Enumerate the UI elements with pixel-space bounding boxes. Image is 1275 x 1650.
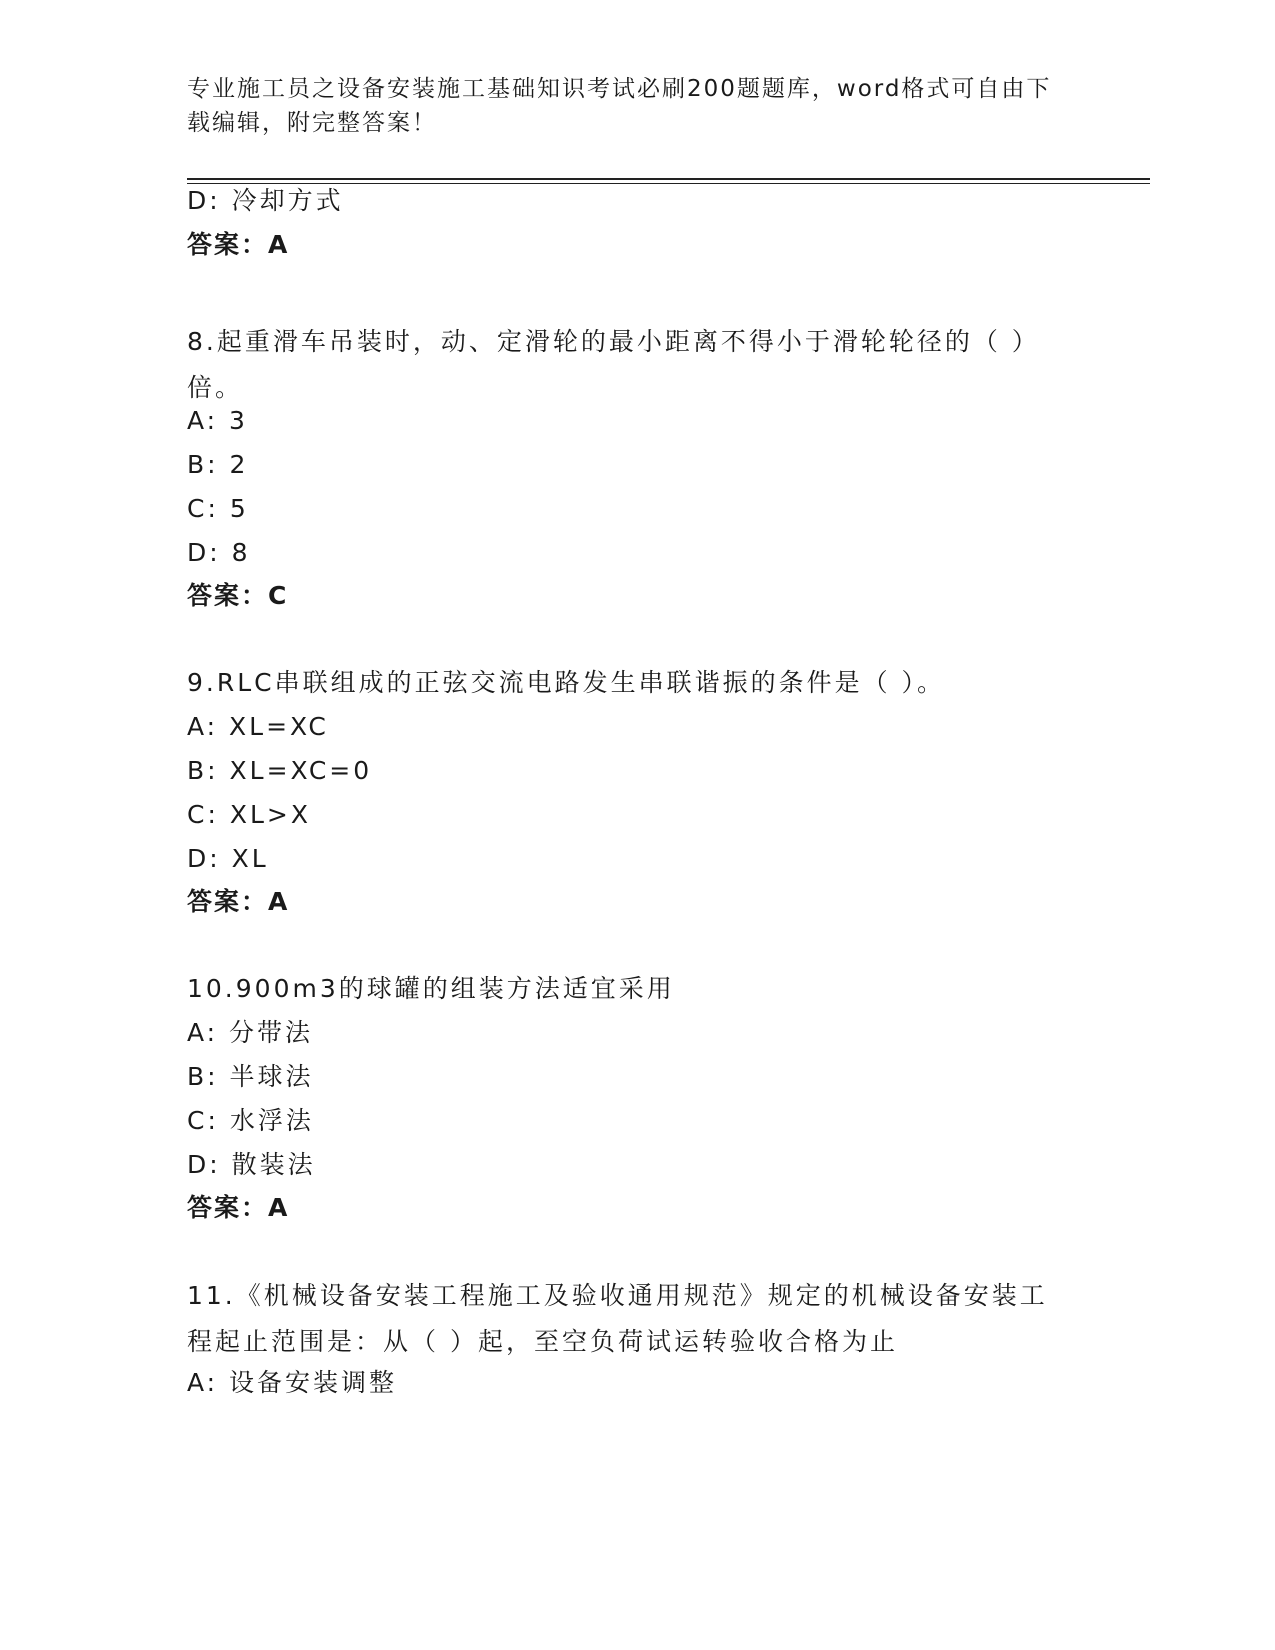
q10-answer: 答案：A <box>187 1193 290 1222</box>
q8-option-a: A: 3 <box>187 406 248 435</box>
prev-answer: 答案：A <box>187 230 290 259</box>
q8-option-c: C: 5 <box>187 494 249 523</box>
question-9-stem: 9.RLC串联组成的正弦交流电路发生串联谐振的条件是（ ）。 <box>187 668 946 697</box>
question-11-stem: 11.《机械设备安装工程施工及验收通用规范》规定的机械设备安装工程起止范围是：从（ ）起，至空负荷试运转验收合格为止 <box>187 1281 1048 1356</box>
q10-option-d: D: 散装法 <box>187 1150 316 1179</box>
q10-option-b: B: 半球法 <box>187 1062 314 1091</box>
q8-answer: 答案：C <box>187 581 289 610</box>
q9-option-c: C: XL>X <box>187 800 311 829</box>
q8-option-b: B: 2 <box>187 450 249 479</box>
prev-option-d: D: 冷却方式 <box>187 186 344 215</box>
q9-answer: 答案：A <box>187 887 290 916</box>
q9-option-b: B: XL=XC=0 <box>187 756 373 785</box>
question-8-stem: 8.起重滑车吊装时，动、定滑轮的最小距离不得小于滑轮轮径的（ ）倍。 <box>187 327 1040 402</box>
q8-option-d: D: 8 <box>187 538 251 567</box>
q11-option-a: A: 设备安装调整 <box>187 1368 398 1397</box>
question-10-stem: 10.900m3的球罐的组装方法适宜采用 <box>187 974 675 1003</box>
header-divider-thin <box>187 183 1150 184</box>
q10-option-c: C: 水浮法 <box>187 1106 314 1135</box>
q10-option-a: A: 分带法 <box>187 1018 314 1047</box>
q9-option-d: D: XL <box>187 844 269 873</box>
q9-option-a: A: XL=XC <box>187 712 329 741</box>
header-divider <box>187 178 1150 180</box>
document-header: 专业施工员之设备安装施工基础知识考试必刷200题题库，word格式可自由下载编辑，附完整答案！ <box>187 76 1052 136</box>
